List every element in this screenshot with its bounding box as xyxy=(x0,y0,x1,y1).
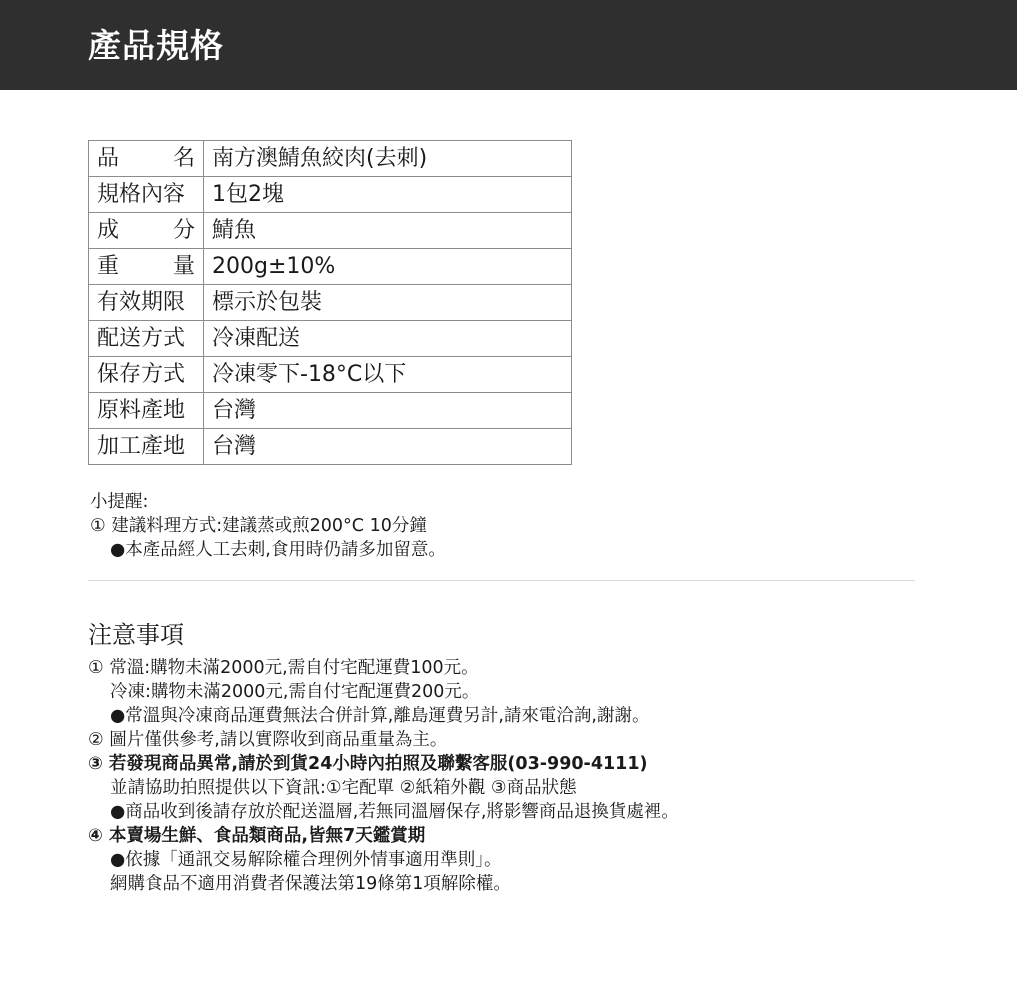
notes-line: ●常溫與冷凍商品運費無法合併計算,離島運費另計,請來電洽詢,謝謝。 xyxy=(110,706,650,726)
notes-line: ④ 本賣場生鮮、食品類商品,皆無7天鑑賞期 xyxy=(88,826,426,846)
spec-label-part: 原料產地 xyxy=(97,398,186,423)
spec-label-part: 分 xyxy=(172,218,195,243)
spec-label-part: 配送方式 xyxy=(97,326,186,351)
spec-label-text xyxy=(97,213,195,248)
tips-line: ●本產品經人工去刺,食用時仍請多加留意。 xyxy=(110,540,446,560)
spec-label-part: 量 xyxy=(172,254,195,279)
spec-label-text xyxy=(97,393,195,428)
spec-row xyxy=(89,393,572,429)
notes-line: ③ 若發現商品異常,請於到貨24小時內拍照及聯繫客服(03-990-4111) xyxy=(88,754,648,774)
spec-label-part: 重 xyxy=(97,254,120,279)
tips-section xyxy=(90,490,446,562)
spec-value: 標示於包裝 xyxy=(204,285,572,321)
spec-label-part: 保存方式 xyxy=(97,362,186,387)
notes-line: ●商品收到後請存放於配送溫層,若無同溫層保存,將影響商品退換貨處裡。 xyxy=(110,802,679,822)
spec-label-text xyxy=(97,357,195,392)
spec-label-part: 成 xyxy=(97,218,120,243)
spec-table xyxy=(88,140,572,465)
notes-section xyxy=(88,656,679,896)
notes-line: ●依據「通訊交易解除權合理例外情事適用準則」。 xyxy=(110,850,502,870)
spec-label-part: 品 xyxy=(97,146,120,171)
header-bar xyxy=(0,0,1017,90)
spec-label xyxy=(89,429,204,465)
spec-label xyxy=(89,141,204,177)
spec-row xyxy=(89,213,572,249)
spec-label xyxy=(89,249,204,285)
spec-value: 冷凍配送 xyxy=(204,321,572,357)
spec-value: 鯖魚 xyxy=(204,213,572,249)
spec-label xyxy=(89,393,204,429)
divider xyxy=(88,580,915,581)
spec-label-part: 加工產地 xyxy=(97,434,186,459)
page-title: 產品規格 xyxy=(88,26,224,65)
spec-label xyxy=(89,357,204,393)
notes-title: 注意事項 xyxy=(88,621,184,649)
tips-line: ① 建議料理方式:建議蒸或煎200°C 10分鐘 xyxy=(90,516,427,536)
notes-line: 網購食品不適用消費者保護法第19條第1項解除權。 xyxy=(110,874,511,894)
notes-line: 冷凍:購物未滿2000元,需自付宅配運費200元。 xyxy=(110,682,480,702)
spec-value: 冷凍零下-18°C以下 xyxy=(204,357,572,393)
spec-value: 1包2塊 xyxy=(204,177,572,213)
spec-value: 200g±10% xyxy=(204,249,572,285)
spec-label-text xyxy=(97,321,195,356)
spec-row xyxy=(89,321,572,357)
spec-row xyxy=(89,177,572,213)
spec-label xyxy=(89,285,204,321)
spec-label-text xyxy=(97,141,195,176)
spec-label xyxy=(89,177,204,213)
spec-label xyxy=(89,321,204,357)
spec-row xyxy=(89,357,572,393)
notes-line: ② 圖片僅供參考,請以實際收到商品重量為主。 xyxy=(88,730,448,750)
notes-line: 並請協助拍照提供以下資訊:①宅配單 ②紙箱外觀 ③商品狀態 xyxy=(110,778,577,798)
notes-line: ① 常溫:購物未滿2000元,需自付宅配運費100元。 xyxy=(88,658,479,678)
spec-value: 台灣 xyxy=(204,429,572,465)
spec-label-text xyxy=(97,177,195,212)
spec-label-part: 規格內容 xyxy=(97,182,186,207)
spec-label xyxy=(89,213,204,249)
spec-row xyxy=(89,249,572,285)
spec-label-text xyxy=(97,429,195,464)
spec-row xyxy=(89,141,572,177)
spec-label-part: 有效期限 xyxy=(97,290,186,315)
spec-row xyxy=(89,429,572,465)
spec-label-text xyxy=(97,285,195,320)
spec-label-text xyxy=(97,249,195,284)
spec-value: 南方澳鯖魚絞肉(去刺) xyxy=(204,141,572,177)
tips-title: 小提醒: xyxy=(90,492,149,512)
spec-row xyxy=(89,285,572,321)
spec-label-part: 名 xyxy=(172,146,195,171)
spec-value: 台灣 xyxy=(204,393,572,429)
